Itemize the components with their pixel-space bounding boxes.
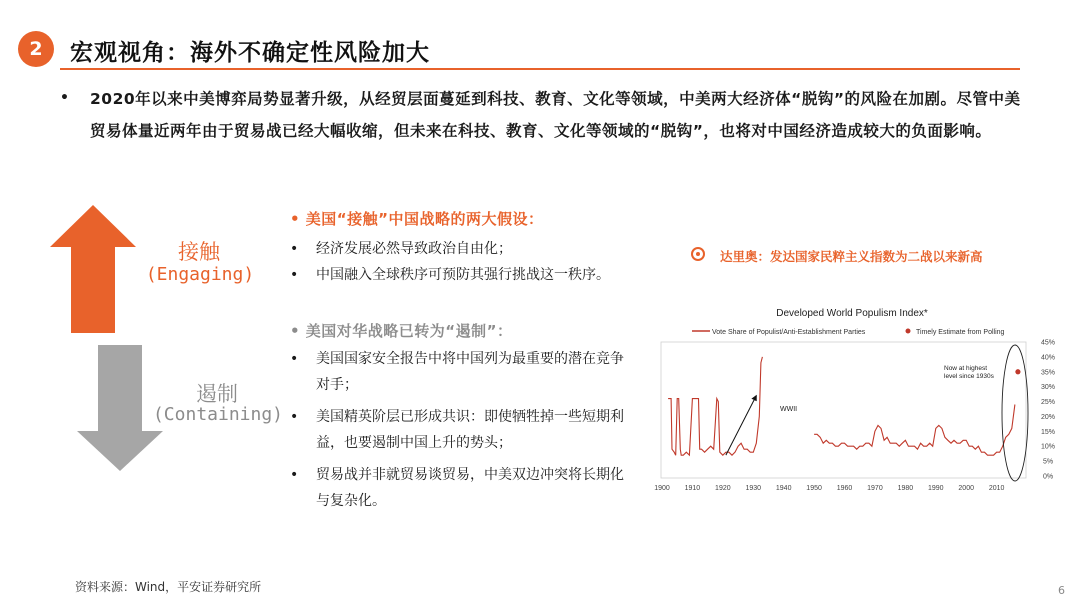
up-arrow-icon [50,205,136,335]
x-tick-label: 1930 [745,485,762,492]
x-tick-label: 1920 [715,485,731,492]
x-tick-label: 1910 [684,485,701,492]
legend-vote-share: Vote Share of Populist/Anti-Establishment Parties [712,329,866,336]
page-number: 6 [1058,584,1065,597]
populism-chart [652,300,1072,500]
bullet: • [290,241,299,257]
y-tick-label: 15% [1040,428,1056,436]
bullet: • [290,267,299,283]
y-tick-label: 20% [1040,413,1056,421]
engaging-label-en: (Engaging) [145,264,255,285]
bullet: • [290,351,299,367]
y-tick-label: 40% [1040,354,1056,362]
engaging-heading: • 美国“接触”中国战略的两大假设： [290,210,544,228]
intro-bullet: • [60,90,69,106]
bullet: • [290,467,299,483]
y-tick-label: 45% [1040,339,1056,347]
y-tick-label: 35% [1040,369,1056,377]
highest-annotation: Now at highest level since 1930s [944,365,994,380]
x-tick-label: 1990 [927,485,944,492]
chart-note: 达里奥：发达国家民粹主义指数为二战以来新高 [720,249,983,264]
section-number-badge: 2 [18,31,54,67]
title-divider [60,68,1020,70]
list-item: • 美国精英阶层已形成共识：即使牺牲掉一些短期利益，也要遏制中国上升的势头； [290,404,650,456]
list-item: • 经济发展必然导致政治自由化； [290,236,650,262]
y-tick-label: 30% [1040,384,1056,392]
x-tick-label: 1900 [654,485,670,492]
chart-title: Developed World Populism Index* [776,308,928,319]
x-tick-label: 1970 [867,485,883,492]
containing-heading: • 美国对华战略已转为“遏制”： [290,322,513,340]
page-title: 宏观视角：海外不确定性风险加大 [70,40,430,66]
target-icon [691,247,705,261]
x-tick-label: 1950 [806,485,822,492]
engaging-label-cn: 接触 [178,240,220,264]
bullet: • [290,409,299,425]
y-tick-label: 5% [1042,458,1054,466]
x-tick-label: 1980 [897,485,914,492]
wwii-annotation: WWII [780,406,798,413]
y-tick-label: 0% [1042,473,1054,481]
legend-polling: Timely Estimate from Polling [916,329,1005,336]
source-footnote: 资料来源：Wind，平安证券研究所 [75,580,262,594]
x-tick-label: 2010 [988,485,1005,492]
list-item: • 中国融入全球秩序可预防其强行挑战这一秩序。 [290,262,650,288]
x-tick-label: 1940 [775,485,792,492]
intro-paragraph: 2020年以来中美博弈局势显著升级，从经贸层面蔓延到科技、教育、文化等领域，中美两大经济体“脱钩”的风险在加剧。尽管中美贸易体量近两年由于贸易战已经大幅收缩，但未来在科技、教育、文化等领域的“脱钩”，也将对中国经济造成较大的负面影响。 [90,90,1021,140]
x-tick-label: 2000 [958,485,974,492]
y-tick-label: 25% [1040,399,1056,407]
list-item: • 美国国家安全报告中将中国列为最重要的潜在竞争对手； [290,346,650,398]
y-tick-label: 10% [1040,443,1056,451]
polling-estimate-point [1015,369,1020,374]
list-item: • 贸易战并非就贸易谈贸易，中美双边冲突将长期化与复杂化。 [290,462,650,514]
containing-label-en: (Containing) [152,404,284,425]
containing-label-cn: 遏制 [196,382,238,406]
legend-dot-swatch [906,329,911,334]
x-tick-label: 1960 [836,485,853,492]
